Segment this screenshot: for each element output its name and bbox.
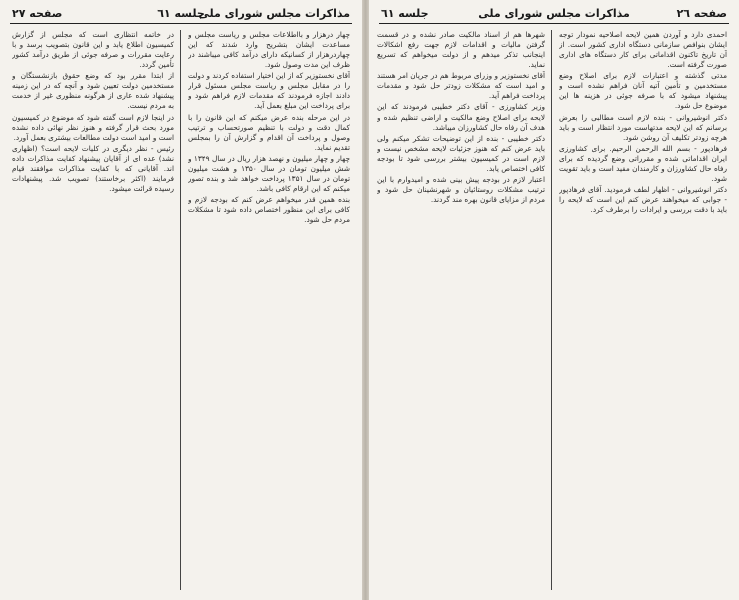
left-page-header — [10, 5, 352, 24]
paragraph: مدتی گذشته و اعتبارات لازم برای اصلاح وضع مستخدمین و تأمین آتیه آنان فراهم نشده است و پیشنهاد میشود که با صرفه جوئی در هزینه ها این موضوع حل شود. — [559, 71, 727, 111]
paragraph: دکتر انوشیروانی - اظهار لطف فرمودید. آقای فرهادپور - جوابی که میخواهند عرض کنم این است که لایحه را باید با دقت بررسی و ایرادات را برطرف کرد. — [559, 184, 727, 215]
paragraph: وزیر کشاورزی - آقای دکتر خطیبی فرمودند که این لایحه برای اصلاح وضع مالکیت و اراضی تنظیم شده و هدف آن رفاه حال کشاورزان میباشد. — [377, 102, 545, 132]
paragraph: فرهادپور - بسم الله الرحمن الرحیم. برای کشاورزی ایران اقداماتی شده و مقرراتی وضع گردیده که برای رفاه حال کشاورزان و کارمندان مفید است و باید تقویت شود. — [559, 143, 727, 183]
paragraph: چهار درهزار و بااطلاعات مجلس و ریاست مجلس و مساعدت ایشان بتشریح وارد شدند که این چهاردرهزار از کسانیکه دارای درآمد کافی میباشند در ظرف این مدت وصول شود. — [188, 30, 350, 70]
left-page-column-1 — [188, 30, 350, 594]
left-page-number: صفحه ۲۷ — [12, 7, 63, 20]
paragraph: آقای نخستوزیر که از این اختیار استفاده کردند و دولت را در مقابل مجلس و ریاست مجلس مسئول قرار دادند اجازه فرمودند که مقدمات لازم فراهم شود و برای پرداخت این مبلغ بعمل آید. — [188, 71, 350, 111]
right-page-column-2 — [377, 30, 545, 594]
paragraph: رئیس - نظر دیگری در کلیات لایحه است؟ (اظهاری نشد) عده ای از آقایان پیشنهاد کفایت مذاکرات داده اند. آقایانی که با کفایت مذاکرات موافقند قیام فرمایند (اکثر برخاستند) تصویب شد. پیشنهادات رسیده قرائت میشود. — [12, 143, 174, 193]
right-column-divider — [551, 30, 552, 590]
paragraph: دکتر خطیبی - بنده از این توضیحات تشکر میکنم ولی باید عرض کنم که هنوز جزئیات لایحه مشخص نیست و لازم است در کمیسیون بیشتر بررسی شود تا بودجه کافی اختصاص یابد. — [377, 133, 545, 173]
left-page-column-2 — [12, 30, 174, 594]
paragraph: چهار و چهار میلیون و نهصد هزار ریال در سال ۱۳۴۹ و شش میلیون تومان در سال ۱۳۵۰ و هشت میلیون تومان در سال ۱۳۵۱ پرداخت خواهد شد و بنده تصور میکنم که این ارقام کافی باشد. — [188, 153, 350, 193]
right-page-column-1 — [559, 30, 727, 594]
paragraph: احمدی دارد و آوردن همین لایحه اصلاحیه نمودار توجه ایشان بنوافص سازمانی دستگاه اداری کشور است. از آن تاریخ تاکنون اقداماتی برای کار دستگاه های اداری صورت گرفته است. — [559, 30, 727, 70]
right-page-session: جلسه ٦١ — [381, 7, 429, 20]
left-page-title: مذاکرات مجلس شورای ملی — [198, 7, 350, 20]
paragraph: در این مرحله بنده عرض میکنم که این قانون را با کمال دقت و دولت با تنظیم صورتحساب و ترتیب وصول و پرداخت آن اقدام و گزارش آن را بمجلس تقدیم نماید. — [188, 112, 350, 152]
left-page — [0, 0, 362, 600]
paragraph: شهرها هم از اسناد مالکیت صادر نشده و در قسمت گرفتن مالیات و اقدامات لازم جهت رفع اشکالات اینجانب تذکر میدهم و از دولت میخواهم که تسریع نماید. — [377, 30, 545, 70]
right-page-header — [379, 5, 729, 24]
right-page-title: مذاکرات مجلس شورای ملی — [478, 7, 630, 20]
right-page — [369, 0, 739, 600]
paragraph: بنده همین قدر میخواهم عرض کنم که بودجه لازم و کافی برای این منظور اختصاص داده شود تا مشکلات مردم حل شود. — [188, 195, 350, 225]
book-gutter — [362, 0, 369, 600]
paragraph: دکتر انوشیروانی - بنده لازم است مطالبی را بعرض برسانم که این لایحه مدتهاست مورد انتظار است و باید هرچه زودتر تکلیف آن روشن شود. — [559, 112, 727, 142]
paragraph: در اینجا لازم است گفته شود که موضوع در کمیسیون مورد بحث قرار گرفته و هنوز نظر نهائی داده نشده است و امید است دولت مطالعات بیشتری بعمل آورد. — [12, 112, 174, 142]
paragraph: آقای نخستوزیر و وزرای مربوط هم در جریان امر هستند و امید است که مشکلات زودتر حل شود و مقدمات پرداخت فراهم آید. — [377, 71, 545, 101]
paragraph: در خاتمه انتظاری است که مجلس از گزارش کمیسیون اطلاع یابد و این قانون بتصویب برسد و با رعایت مقررات و صرفه جوئی از طریق درآمد کشور تأمین گردد. — [12, 30, 174, 70]
left-column-divider — [180, 30, 181, 590]
right-page-number: صفحه ۲٦ — [676, 7, 727, 20]
paragraph: اعتبار لازم در بودجه پیش بینی شده و امیدوارم با این ترتیب مشکلات روستائیان و شهرنشینان حل شود و مردم از مزایای قانون بهره مند گردند. — [377, 174, 545, 204]
paragraph: از ابتدا مقرر بود که وضع حقوق بازنشستگان و مستخدمین دولت تعیین شود و آنچه که در این زمینه پیشنهاد شده عاری از هرگونه منظوری غیر از خدمت به مردم نیست. — [12, 71, 174, 111]
left-page-session: جلسه ٦١ — [157, 7, 205, 20]
